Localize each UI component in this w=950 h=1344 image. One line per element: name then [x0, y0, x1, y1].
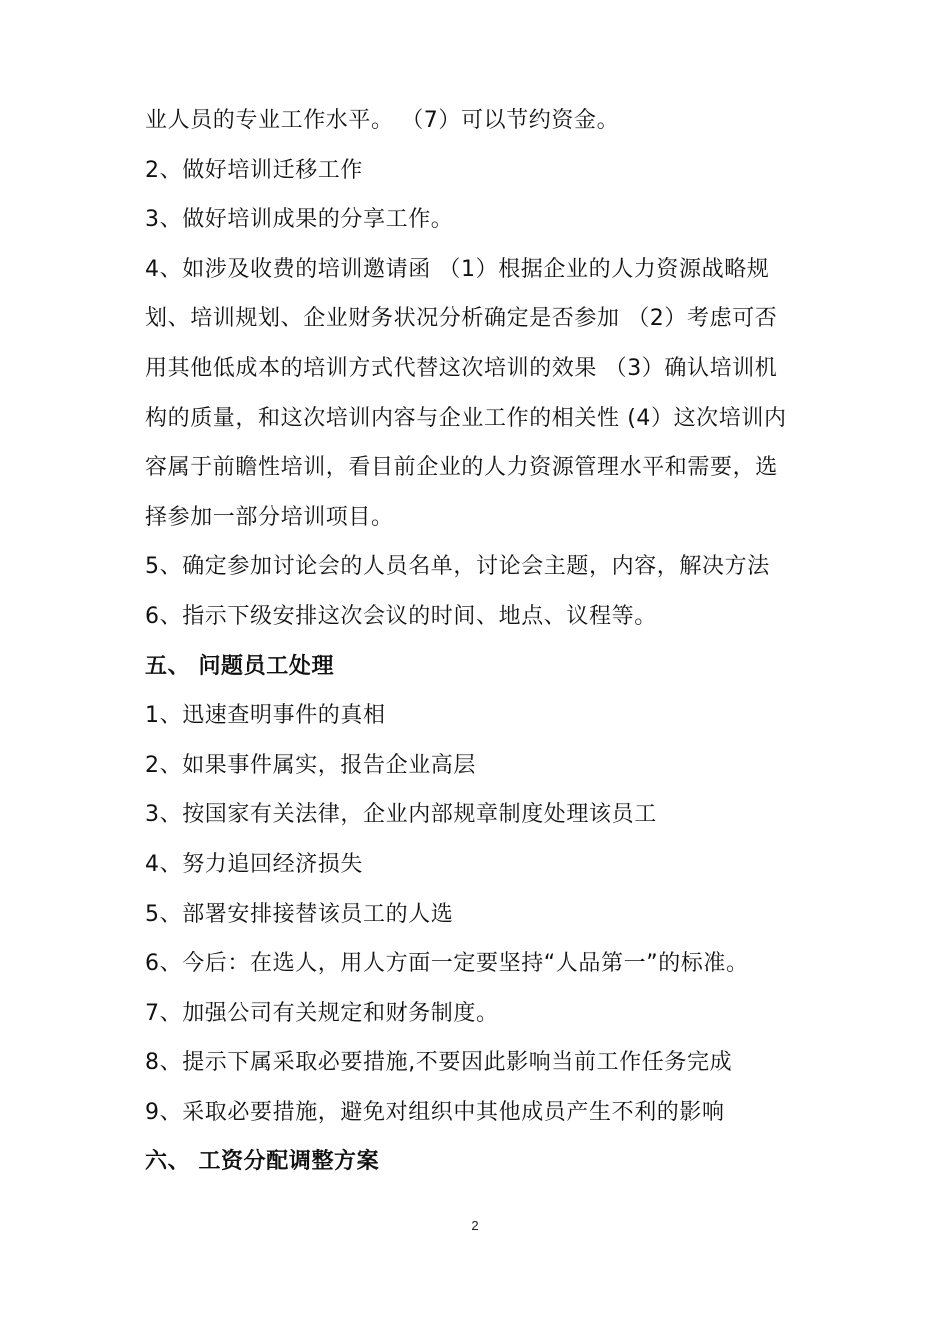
text-line: 2、做好培训迁移工作 [145, 157, 363, 183]
text-line: 7、加强公司有关规定和财务制度。 [145, 1000, 499, 1026]
text-line: 4、努力追回经济损失 [145, 851, 363, 877]
page-number: 2 [471, 1218, 479, 1233]
text-line: 6、指示下级安排这次会议的时间、地点、议程等。 [145, 603, 657, 629]
text-line: 构的质量，和这次培训内容与企业工作的相关性 (4）这次培训内 [145, 405, 787, 431]
text-line: 3、按国家有关法律，企业内部规章制度处理该员工 [145, 802, 657, 828]
text-line: 3、做好培训成果的分享工作。 [145, 207, 454, 233]
text-line: 择参加一部分培训项目。 [145, 504, 394, 530]
text-line: 5、部署安排接替该员工的人选 [145, 901, 454, 927]
text-line: 6、今后：在选人，用人方面一定要坚持“人品第一”的标准。 [145, 951, 749, 977]
text-line: 8、提示下属采取必要措施,不要因此影响当前工作任务完成 [145, 1050, 733, 1076]
text-line: 9、采取必要措施，避免对组织中其他成员产生不利的影响 [145, 1099, 725, 1125]
text-line: 5、确定参加讨论会的人员名单，讨论会主题，内容，解决方法 [145, 554, 770, 580]
text-line: 2、如果事件属实，报告企业高层 [145, 752, 476, 778]
text-line: 4、如涉及收费的培训邀请函 （1）根据企业的人力资源战略规 [145, 256, 770, 282]
section-heading: 五、 问题员工处理 [145, 653, 335, 679]
document-body [145, 96, 813, 1187]
section-heading: 六、 工资分配调整方案 [145, 1149, 380, 1175]
text-line: 划、培训规划、企业财务状况分析确定是否参加 （2）考虑可否 [145, 306, 778, 332]
text-line: 1、迅速查明事件的真相 [145, 703, 386, 729]
text-line: 容属于前瞻性培训，看目前企业的人力资源管理水平和需要，选 [145, 455, 778, 481]
text-line: 用其他低成本的培训方式代替这次培训的效果 （3）确认培训机 [145, 355, 778, 381]
text-line: 业人员的专业工作水平。 （7）可以节约资金。 [145, 108, 620, 133]
